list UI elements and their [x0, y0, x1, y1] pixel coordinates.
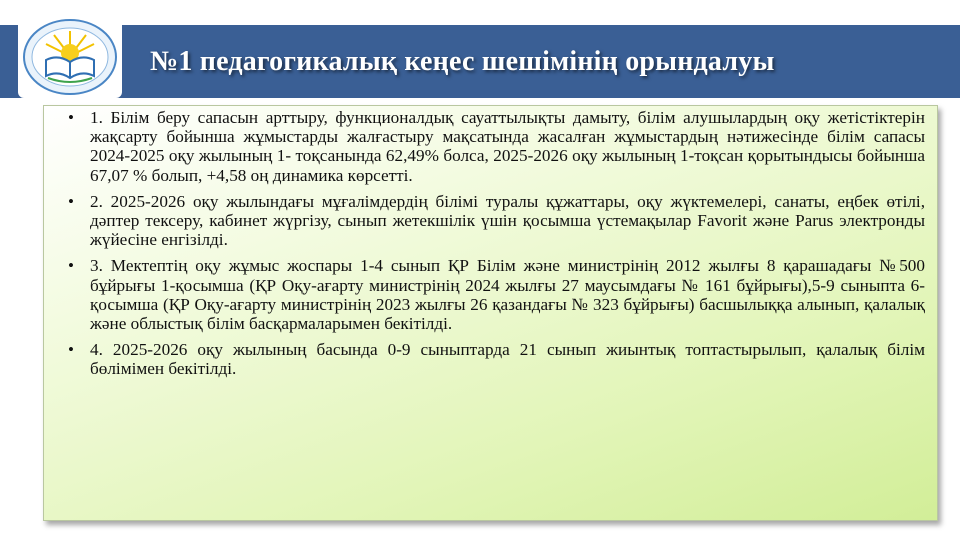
- list-item: [68, 191, 925, 250]
- list-item-text: 1. Білім беру сапасын арттыру, функционалдық сауаттылықты дамыту, білім алушылардың оқу жетістіктерін жақсарту бойынша жұмыстарды жалғастыру мақсатында жасалған жұмыстардың нәтижесінде білім сапасы 2024-2025 оқу жылының 1- тоқсанында 62,49% болса, 2025-2026 оқу жылының 1-тоқсан қорытындысы бойынша 67,07 % болып, +4,58 оң динамика көрсетті.: [90, 108, 925, 185]
- content-box: [43, 105, 938, 521]
- list-item-text: 4. 2025-2026 оқу жылының басында 0-9 сыныптарда 21 сынып жиынтық топтастырылып, қалалық білім бөлімімен бекітілді.: [90, 340, 925, 379]
- school-logo: [18, 16, 122, 98]
- list-item-text: 2. 2025-2026 оқу жылындағы мұғалімдердің білімі туралы құжаттары, оқу жүктемелері, санаты, еңбек өтілі, дәптер тексеру, кабинет жүргізу, сынып жетекшілік үшін қосымша үстемақылар Favorit және Parus электронды жүйесіне енгізілді.: [90, 191, 925, 250]
- list-item: [68, 108, 925, 185]
- list-item-text: 3. Мектептің оқу жұмыс жоспары 1-4 сынып ҚР Білім және министрінің 2012 жылғы 8 қарашадағы №500 бұйрығы 1-қосымша (ҚР Оқу-ағарту министрінің 2024 жылғы 27 маусымдағы № 161 бұйрығы),5-9 сыныпта 6-қосымша (ҚР Оқу-ағарту министрінің 2023 жылғы 26 қазандағы № 323 бұйрығы) басшылыққа алынып, қалалық және облыстық білім басқармаларымен бекітілді.: [90, 256, 925, 334]
- bullet-list: [68, 108, 925, 379]
- bullet-icon: •: [68, 256, 74, 276]
- bullet-icon: •: [68, 340, 74, 360]
- school-book-sun-logo-icon: [18, 16, 122, 98]
- slide-title: №1 педагогикалық кеңес шешімінің орындалуы: [150, 46, 775, 77]
- list-item: [68, 256, 925, 334]
- list-item: [68, 340, 925, 379]
- bullet-icon: •: [68, 191, 74, 211]
- bullet-icon: •: [68, 108, 74, 127]
